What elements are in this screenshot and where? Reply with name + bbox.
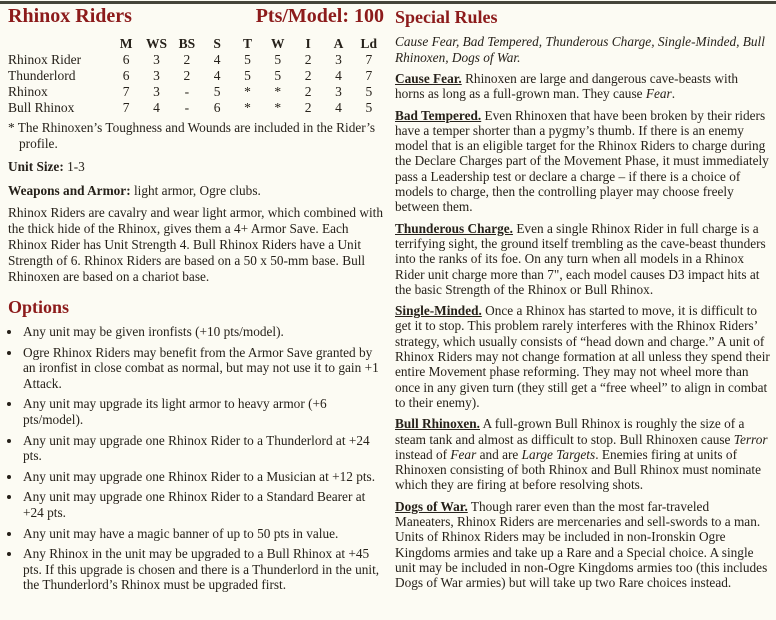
special-rule-text: . Enemies firing at units of Rhinoxen consisting of both Rhinox and Bull Rhinox must nominate which they are firing at before resolving shots. <box>395 446 762 493</box>
special-rules-column <box>395 6 770 591</box>
special-rule-text: Though rarer even than the most far-traveled Maneaters, Rhinox Riders are mercenaries and sell-swords to a man. Units of Rhinox Riders may be included in non-Ironskin Ogre Kingdoms armies and take up a Rare and a Special choice. A single unit may be included in non-Ogre Kingdoms armies too (this includes Dogs of War armies) but will take up two Rare choices instead. <box>395 498 768 591</box>
unit-header <box>8 6 384 27</box>
stat-value: * <box>274 84 282 99</box>
stat-value: 5 <box>274 68 282 83</box>
stat-value: 3 <box>335 84 342 99</box>
stat-value: 4 <box>335 100 342 115</box>
option-item: • Any unit may be given ironfists (+10 pts/model). <box>22 324 384 340</box>
special-rule-text: Large Targets <box>521 446 596 462</box>
stat-value: 7 <box>122 100 130 115</box>
stat-col-header: T <box>242 36 252 51</box>
weapons-armor-line <box>8 183 384 199</box>
stat-value: 6 <box>213 100 221 115</box>
table-row <box>8 52 384 68</box>
stat-value: 3 <box>153 68 160 83</box>
unit-size-line <box>8 159 384 175</box>
stat-value: 2 <box>304 52 312 67</box>
stat-col-header: WS <box>145 36 167 51</box>
stat-value: * <box>244 100 251 115</box>
option-item: • Any unit may upgrade one Rhinox Rider to a Musician at +12 pts. <box>22 469 384 485</box>
special-rule-text: Terror <box>733 431 768 447</box>
special-rules-heading: Special Rules <box>395 7 498 27</box>
stat-value: - <box>184 100 190 115</box>
stat-value: 7 <box>365 68 373 83</box>
table-row <box>8 84 384 100</box>
stat-value: 2 <box>304 84 312 99</box>
top-border-rule <box>0 1 776 4</box>
special-rule-text: . <box>671 86 676 102</box>
unit-size-label: Unit Size: <box>8 159 64 174</box>
stats-header-row <box>8 36 384 52</box>
stat-value: 4 <box>153 100 160 115</box>
special-rule-text: and are <box>476 446 522 462</box>
option-item: • Any Rhinox in the unit may be upgraded to a Bull Rhinox at +45 pts. If this upgrade is chosen and there is a Thunderlord in the unit, the Thunderlord’s Rhinox must be upgraded first. <box>22 546 384 593</box>
page-title: Rhinox Riders <box>8 5 132 27</box>
stat-value: 7 <box>122 84 130 99</box>
unit-entry-column <box>8 6 384 598</box>
stats-table <box>8 36 384 116</box>
stat-value: 5 <box>365 84 373 99</box>
special-rule-text: Fear <box>450 446 477 462</box>
stat-value: 4 <box>213 52 221 67</box>
stat-col-header: BS <box>178 36 196 51</box>
special-rule <box>395 108 770 215</box>
stat-value: 2 <box>304 68 312 83</box>
unit-description: Rhinox Riders are cavalry and wear light armor, which combined with the thick hide of the Rhinox, gives them a 4+ Armor Save. Each Rhinox Rider has Unit Strength 4. Bull Rhinox Riders have a Unit Strength of 6. Rhinox Riders are based on a 50 x 50-mm base. Bull Rhinoxen are based on a chariot base. <box>8 205 383 284</box>
option-item: • Ogre Rhinox Riders may benefit from the Armor Save granted by an ironfist in close combat as normal, but may not use it to gain +1 Attack. <box>22 345 384 392</box>
special-rule-text: A full-grown Bull Rhinox is roughly the size of a steam tank and almost as difficult to stop. Bull Rhinoxen cause <box>395 416 745 447</box>
stat-value: 5 <box>213 84 221 99</box>
stat-value: 4 <box>335 68 342 83</box>
special-rule-title: Cause Fear. <box>395 71 462 86</box>
stat-col-header: Ld <box>360 36 378 51</box>
table-row <box>8 100 384 116</box>
stat-value: 5 <box>244 68 251 83</box>
stat-value: 7 <box>365 52 373 67</box>
special-rule-text: Fear <box>645 86 672 102</box>
special-rule-text: Once a Rhinox has started to move, it is difficult to get it to stop. This problem rarely interferes with the Rhinox Riders’ strategy, which usually consists of “head down and charge.” A unit of Rhinox Riders may not change formation at all unless they spend their entire Movement phase reforming. They may not wheel more than once in any given turn (they still get a “free wheel” to align in combat to their enemy). <box>395 303 770 410</box>
stat-value: 3 <box>335 52 342 67</box>
option-item: • Any unit may upgrade one Rhinox Rider to a Thunderlord at +24 pts. <box>22 433 384 464</box>
stats-footnote: * The Rhinoxen’s Toughness and Wounds are included in the Rider’s profile. <box>8 120 376 151</box>
special-rule-text: instead of <box>395 446 451 462</box>
stat-value: 2 <box>183 68 191 83</box>
stat-value: 3 <box>153 84 160 99</box>
special-rule-title: Thunderous Charge. <box>395 220 513 236</box>
stat-row-name: Bull Rhinox <box>8 100 75 115</box>
special-rules-summary: Cause Fear, Bad Tempered, Thunderous Charge, Single-Minded, Bull Rhinoxen, Dogs of War. <box>395 34 765 65</box>
stat-value: 5 <box>365 100 373 115</box>
stat-row-name: Rhinox <box>8 84 48 99</box>
stat-row-name: Rhinox Rider <box>8 52 82 67</box>
special-rule-text: Even Rhinoxen that have been broken by their riders have a temper shorter than a pygmy’s thumb. If there is an enemy model that is an eligible target for the Rhinox Riders to charge during the Declare Charges part of the Movement Phase, it must immediately pass a Leadership test or declare a charge – if there is a choice of models to charge, then the controlling player may choose freely between them. <box>395 107 769 215</box>
stat-value: * <box>274 100 282 115</box>
stat-value: 4 <box>213 68 221 83</box>
stat-value: 3 <box>153 52 160 67</box>
stat-value: 5 <box>244 52 251 67</box>
stat-value: 6 <box>122 52 130 67</box>
option-item: • Any unit may upgrade its light armor to heavy armor (+6 pts/model). <box>22 396 384 427</box>
stat-value: - <box>184 84 190 99</box>
stat-value: * <box>244 84 251 99</box>
options-heading: Options <box>8 297 70 317</box>
stat-value: 6 <box>122 68 130 83</box>
special-rule-text: Even a single Rhinox Rider in full charge is a terrifying sight, the ground itself trembling as the cave-beast thunders into the ranks of its foe. On any turn when all models in a Rhinox Rider unit charge more than 7", each model causes D3 impact hits at the basic Strength of the Rhinox or Bull Rhinox. <box>395 220 766 297</box>
special-rule <box>395 71 770 102</box>
special-rule-title: Bull Rhinoxen. <box>395 416 480 432</box>
stat-row-name: Thunderlord <box>8 68 76 83</box>
option-item: • Any unit may have a magic banner of up to 50 pts in value. <box>22 526 384 542</box>
stat-value: 2 <box>304 100 312 115</box>
unit-size-value: 1-3 <box>67 159 85 174</box>
stat-value: 5 <box>274 52 282 67</box>
table-row <box>8 68 384 84</box>
special-rule <box>395 303 770 410</box>
stat-col-header: A <box>333 36 344 51</box>
special-rule <box>395 221 770 297</box>
stat-col-header: M <box>119 36 133 51</box>
stat-col-header: I <box>305 36 311 51</box>
special-rule <box>395 499 770 591</box>
option-item: • Any unit may upgrade one Rhinox Rider to a Standard Bearer at +24 pts. <box>22 489 384 520</box>
special-rule-title: Dogs of War. <box>395 498 468 514</box>
weapons-armor-value: light armor, Ogre clubs. <box>133 182 261 198</box>
special-rules-sections <box>395 71 770 591</box>
special-rule-text: Rhinoxen are large and dangerous cave-beasts with horns as long as a full-grown man. They cause <box>395 71 739 102</box>
weapons-armor-label: Weapons and Armor: <box>8 182 131 198</box>
stat-col-header: S <box>213 36 221 51</box>
special-rule-title: Single-Minded. <box>395 303 482 319</box>
special-rule <box>395 416 770 492</box>
special-rule-title: Bad Tempered. <box>395 107 482 123</box>
points-per-model: Pts/Model: 100 <box>255 5 384 27</box>
stat-col-header: W <box>271 36 285 51</box>
stat-value: 2 <box>183 52 191 67</box>
options-list <box>8 324 384 593</box>
stat-name-column-header <box>8 36 111 52</box>
